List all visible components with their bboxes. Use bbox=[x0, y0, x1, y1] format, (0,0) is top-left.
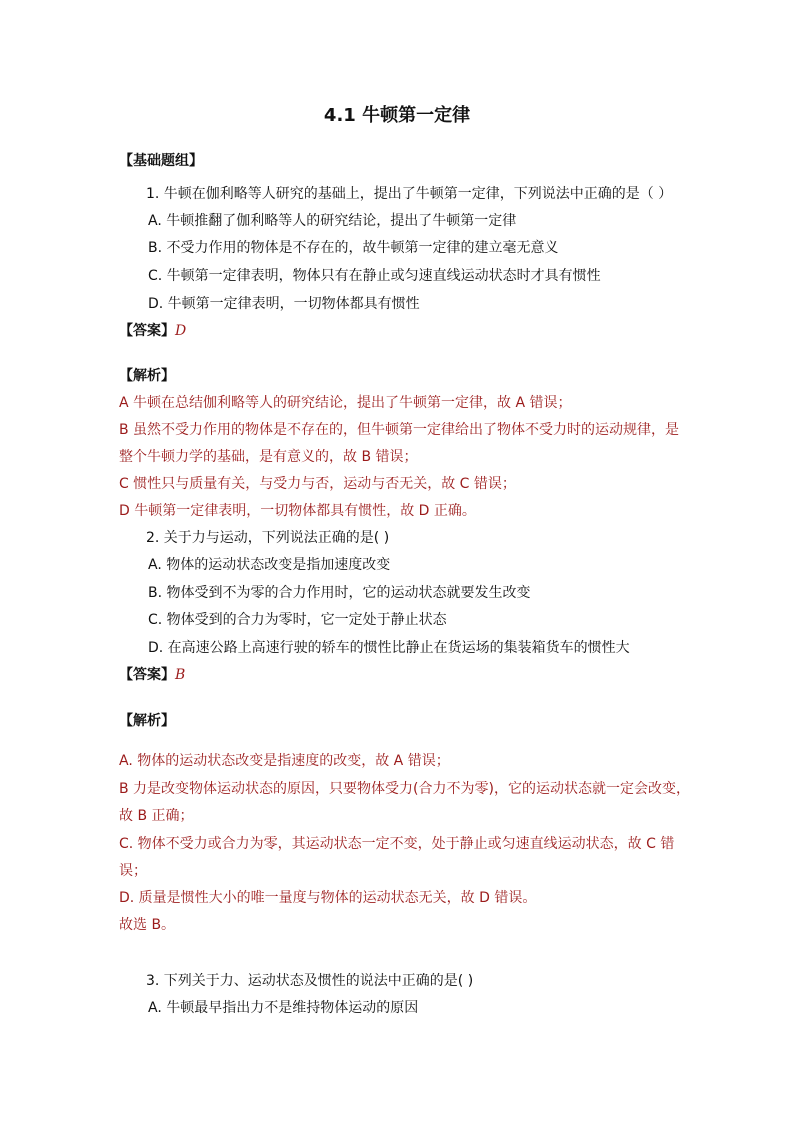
question-2-analysis-line: D. 质量是惯性大小的唯一量度与物体的运动状态无关，故 D 错误。 bbox=[119, 890, 537, 906]
question-2-option-a: A. 物体的运动状态改变是指加速度改变 bbox=[148, 557, 391, 573]
question-1-analysis-label: 【解析】 bbox=[119, 368, 175, 384]
question-1-answer bbox=[119, 321, 186, 341]
question-2-option-c: C. 物体受到的合力为零时，它一定处于静止状态 bbox=[148, 612, 447, 628]
question-2-analysis-line: C. 物体不受力或合力为零，其运动状态一定不变，处于静止或匀速直线运动状态，故 C 错 bbox=[119, 836, 675, 852]
question-2-answer bbox=[119, 665, 185, 685]
question-2-analysis-line: B 力是改变物体运动状态的原因，只要物体受力(合力不为零)，它的运动状态就一定会改变， bbox=[119, 781, 690, 797]
section-heading: 【基础题组】 bbox=[119, 153, 203, 169]
question-2-analysis-line: 故 B 正确； bbox=[119, 808, 194, 824]
question-2-option-d: D. 在高速公路上高速行驶的轿车的惯性比静止在货运场的集装箱货车的惯性大 bbox=[148, 640, 630, 656]
question-1-analysis-line: A 牛顿在总结伽利略等人的研究结论，提出了牛顿第一定律，故 A 错误； bbox=[119, 395, 572, 411]
question-3-option-a: A. 牛顿最早指出力不是维持物体运动的原因 bbox=[148, 1000, 419, 1016]
question-1-option-c: C. 牛顿第一定律表明，物体只有在静止或匀速直线运动状态时才具有惯性 bbox=[148, 268, 601, 284]
question-2-stem: 2. 关于力与运动，下列说法正确的是( ) bbox=[146, 530, 390, 546]
question-2-option-b: B. 物体受到不为零的合力作用时，它的运动状态就要发生改变 bbox=[148, 585, 531, 601]
answer-label: 【答案】 bbox=[119, 323, 175, 339]
question-1-analysis-line: 整个牛顿力学的基础，是有意义的，故 B 错误； bbox=[119, 449, 418, 465]
question-2-analysis-label: 【解析】 bbox=[119, 713, 175, 729]
question-2-analysis-line: 误； bbox=[119, 863, 147, 879]
question-2-conclusion: 故选 B。 bbox=[119, 917, 176, 933]
question-1-option-d: D. 牛顿第一定律表明，一切物体都具有惯性 bbox=[148, 296, 420, 312]
answer-value: B bbox=[175, 667, 186, 683]
question-1-option-b: B. 不受力作用的物体是不存在的，故牛顿第一定律的建立毫无意义 bbox=[148, 240, 559, 256]
question-1-analysis-line: B 虽然不受力作用的物体是不存在的，但牛顿第一定律给出了物体不受力时的运动规律，是 bbox=[119, 422, 680, 438]
page-title: 4.1 牛顿第一定律 bbox=[323, 105, 471, 126]
question-1-analysis-line: D 牛顿第一定律表明，一切物体都具有惯性，故 D 正确。 bbox=[119, 503, 476, 519]
question-1-option-a: A. 牛顿推翻了伽利略等人的研究结论，提出了牛顿第一定律 bbox=[148, 213, 517, 229]
question-1-stem: 1. 牛顿在伽利略等人研究的基础上，提出了牛顿第一定律，下列说法中正确的是（ ） bbox=[146, 186, 673, 202]
answer-value: D bbox=[175, 323, 187, 339]
question-3-stem: 3. 下列关于力、运动状态及惯性的说法中正确的是( ) bbox=[146, 973, 474, 989]
question-2-analysis-line: A. 物体的运动状态改变是指速度的改变，故 A 错误； bbox=[119, 753, 450, 769]
answer-label: 【答案】 bbox=[119, 667, 175, 683]
question-1-analysis-line: C 惯性只与质量有关，与受力与否，运动与否无关，故 C 错误； bbox=[119, 476, 516, 492]
